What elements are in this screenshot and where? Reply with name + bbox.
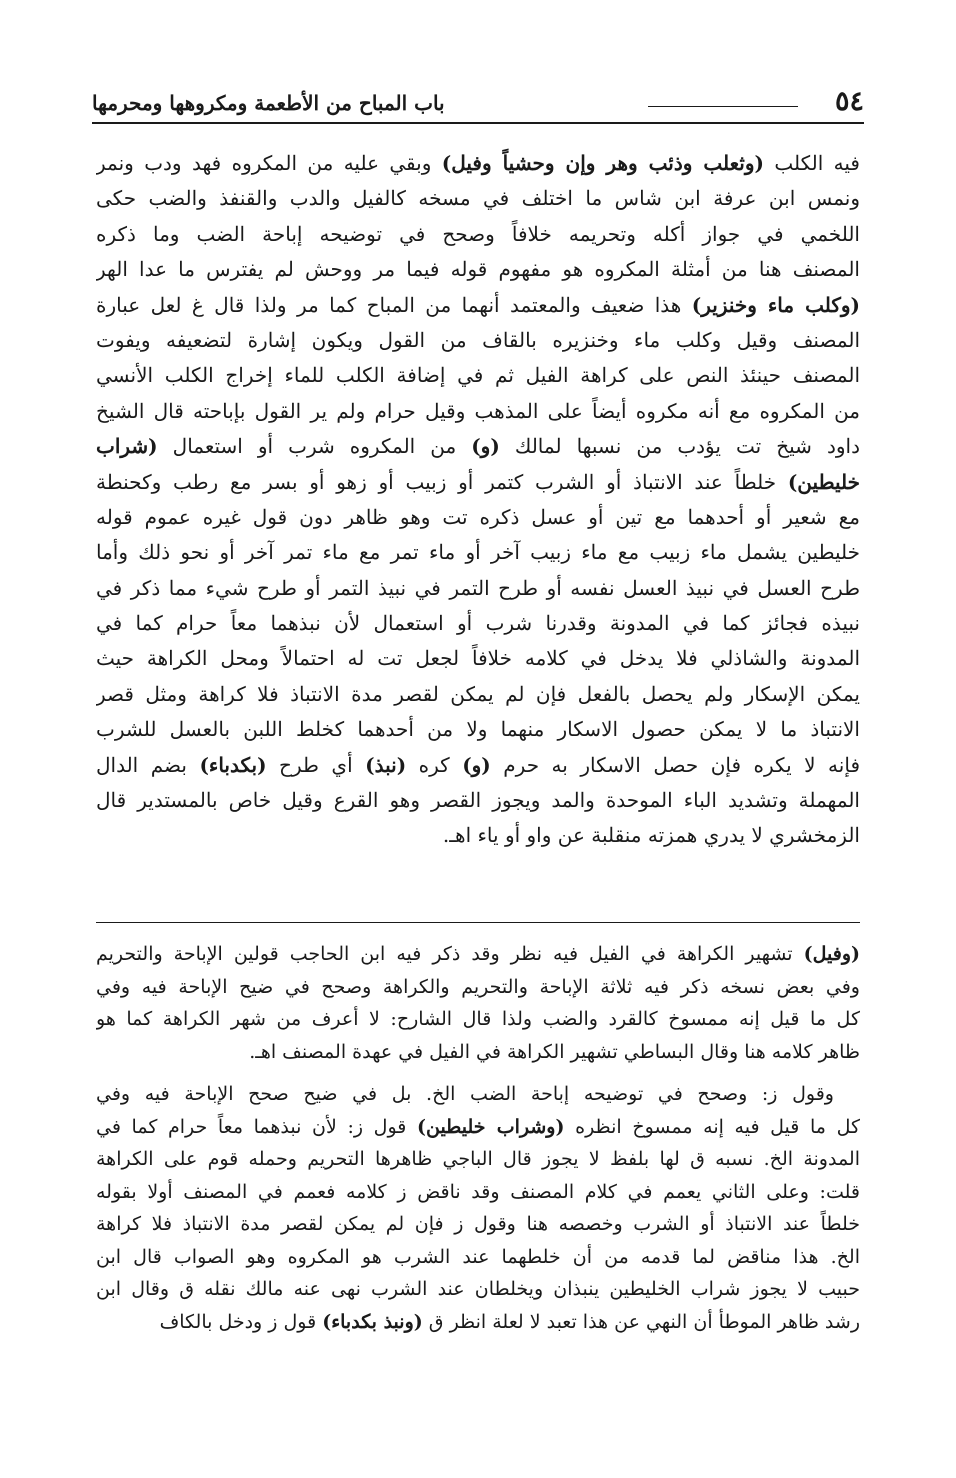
text-segment: حبيب لا يجوز شراب الخليطين ينبذان ويخلطان عند الشرب نهى عنه مالك نقله ق وقال ابن: [96, 1278, 860, 1300]
text-segment: الانتباذ ما لا يمكن حصول الاسكار منهما ولا من أحدهما كخلط اللبن بالعسل للشرب: [96, 717, 860, 742]
lemma-text: (وكلب ماء وخنزير): [691, 292, 860, 317]
text-segment: نبيذه فجائز كما في المدونة وقدرنا شرب أو استعمال لأن نبذهما معاً حرام كما في: [96, 611, 860, 636]
notes-section: [96, 938, 860, 1338]
text-segment: يمكن الإسكار ولم يحصل بالفعل فإن لم يمكن لقصر مدة الانتباذ فلا كراهة ومثل قصر: [96, 681, 860, 706]
text-line: [96, 641, 860, 676]
text-line: [96, 500, 860, 535]
text-line: [96, 146, 860, 181]
text-segment: رشد ظاهر الموطأ أن النهي عن هذا تعبد لا لعلة انظر ق: [422, 1310, 860, 1333]
text-segment: الخ. هذا مناقض لما قدمه من أن خلطهما عند الشرب هو المكروه وهو الصواب قال ابن: [96, 1245, 860, 1268]
text-segment: طرح العسل في نبيذ العسل نفسه أو طرح التمر في نبيذ التمر أو طرح شيء مما ذكر في: [96, 575, 860, 600]
text-segment: وبقي عليه من المكروه فهد ودب ونمر: [96, 151, 442, 175]
text-line: [96, 429, 860, 464]
text-line: [96, 1208, 860, 1241]
text-line: [96, 252, 860, 287]
text-line: [96, 1003, 860, 1036]
text-line: [96, 971, 860, 1004]
text-segment: مع شعير أو أحدهما مع تين أو عسل ذكره تت وهو ظاهر دون قول غيره عموم قوله: [96, 504, 860, 529]
lemma-text: (وفيل): [803, 943, 860, 965]
text-segment: قول ز: لأن نبذهما معاً حرام كما في: [96, 1115, 417, 1138]
text-line: [96, 358, 860, 393]
running-header: [92, 82, 864, 124]
text-line: [96, 818, 860, 853]
text-segment: المصنف حينئذ النص على كراهة الفيل ثم في إضافة الكلب للماء إخراج الكلب الأنسي: [96, 363, 860, 388]
text-segment: بضم الدال: [96, 752, 200, 777]
text-line: [96, 1176, 860, 1209]
text-line: [96, 606, 860, 641]
text-segment: المصنف وقيل وكلب ماء وخنزيره بالقاف من القول ويكون إشارة لتضعيفه ويفوت: [96, 327, 860, 352]
text-line: [96, 217, 860, 252]
text-line: [96, 783, 860, 818]
paragraph-gap: [96, 1068, 860, 1078]
lemma-text: (شراب: [96, 434, 158, 459]
lemma-text: (بكدباء): [199, 752, 267, 777]
text-segment: اللخمي في جواز أكله وتحريمه خلافاً وصحح في توضيحه إباحة الضب وما ذكره: [96, 221, 860, 246]
text-segment: ظاهر كلامه هنا وقال البساطي تشهير الكراهة في الفيل في عهدة المصنف اهـ.: [249, 1040, 860, 1063]
text-segment: كره: [406, 752, 463, 777]
text-segment: المصنف هنا من أمثلة المكروه هو مفهوم قوله فيما مر ووحش لم يفترس ما عدا الهر: [96, 257, 860, 282]
text-segment: من المكروه مع أنه مكروه أيضاً على المذهب وقيل حرام ولم ير القول بإباحته قال الشيخ: [96, 398, 860, 423]
lemma-text: (وثعلب وذئب وهر وإن وحشياً وفيل): [441, 151, 764, 175]
footnote-separator: [96, 922, 860, 923]
text-line: [96, 181, 860, 216]
text-segment: وقول ز: وصحح في توضيحه إباحة الضب الخ. بل في ضيح صحح الإباحة فيه وفي: [96, 1083, 834, 1105]
text-segment: داود شيخ تت يؤدب من نسبها لمالك: [499, 434, 860, 459]
text-line: [96, 465, 860, 500]
text-segment: المهملة وتشديد الباء الموحدة والمد ويجوز القصر وهو القرع وقيل خاص بالمستدير قال: [96, 788, 860, 813]
text-line: [96, 535, 860, 570]
text-segment: قول ز ودخل بالكاف: [159, 1310, 323, 1333]
text-line: [96, 394, 860, 429]
text-line: [96, 748, 860, 783]
text-line: [96, 677, 860, 712]
text-line: [96, 1036, 860, 1069]
lemma-text: (وشراب خليطين): [417, 1115, 565, 1138]
text-line: [96, 288, 860, 323]
text-segment: ونمس ابن عرفة ابن شاس ما اختلف في مسخه كالفيل والدب والقنفذ والضب حكى: [96, 186, 860, 211]
note-paragraph: [96, 1078, 860, 1338]
text-line: [96, 1273, 860, 1306]
text-segment: فيه الكلب: [763, 151, 860, 175]
header-rule: [648, 106, 798, 107]
text-segment: الزمخشري لا يدري همزته منقلبة عن واو أو ياء اهـ.: [442, 823, 860, 848]
text-line: [96, 323, 860, 358]
text-segment: خلطاً عند الانتباذ أو الشرب كتمر أو زبيب أو زهو أو بسر مع رطب وكحنطة: [96, 469, 788, 494]
text-line: [96, 1241, 860, 1274]
text-line: [96, 571, 860, 606]
text-segment: المدونة الخ. نسبه ق لها بلفظ لا يجوز قال الباجي ظاهرها التحريم وحمله قوم على الكراهة: [96, 1148, 860, 1170]
note-paragraph: [96, 938, 860, 1068]
text-line: [96, 1111, 860, 1144]
text-segment: فإنه لا يكره فإن حصل الاسكار به حرم: [490, 752, 860, 777]
text-line: [96, 938, 860, 971]
text-line: [96, 1143, 860, 1176]
text-segment: خليطين يشمل ماء زبيب مع ماء زبيب آخر أو ماء تمر مع ماء تمر آخر أو نحو ذلك وأما: [96, 540, 860, 565]
lemma-text: (ونبذ بكدباء): [322, 1310, 423, 1333]
text-segment: أي طرح: [266, 752, 366, 777]
lemma-text: (نبذ): [365, 752, 407, 777]
lemma-text: (و): [471, 434, 500, 459]
text-segment: وفي بعض نسخه ذكر فيه ثلاثة الإباحة والتحريم والكراهة وصحح في ضيح الإباحة فيه وفي: [96, 975, 860, 998]
page-number: ٥٤: [834, 86, 864, 117]
text-segment: خلطاً عند الانتباذ أو الشرب وخصصه هنا وقول ز فإن لم يمكن لقصر مدة الانتباذ فلا كراهة: [96, 1213, 860, 1235]
text-segment: هذا ضعيف والمعتمد أنهما من المباح كما مر ولذا قال غ لعل عبارة: [96, 292, 692, 317]
text-line: [96, 712, 860, 747]
text-segment: من المكروه شرب أو استعمال: [157, 434, 472, 459]
text-segment: تشهير الكراهة في الفيل فيه نظر وقد ذكر فيه ابن الحاجب قولين الإباحة والتحريم: [96, 943, 804, 965]
text-segment: كل ما قيل إنه ممسوخ كالقرد والضب ولذا قال الشارح: لا أعرف من شهر الكراهة كما هو: [96, 1008, 860, 1030]
text-segment: المدونة والشاذلي فلا يدخل في كلامه خلافاً لجعل تت له احتمالاً ومحل الكراهة حيث: [96, 646, 860, 671]
main-text: [96, 146, 860, 854]
lemma-text: خليطين): [787, 469, 860, 494]
text-segment: كل ما قيل فيه إنه ممسوخ انظره: [564, 1115, 860, 1138]
text-segment: قلت: وعلى الثاني يعمم في كلام المصنف وقد ناقض ز كلامه فعمم في المصنف أولا بقوله: [96, 1180, 860, 1203]
running-title: باب المباح من الأطعمة ومكروهها ومحرمها: [92, 91, 445, 115]
text-line: [96, 1306, 860, 1339]
text-line: [96, 1078, 860, 1111]
lemma-text: (و): [462, 752, 491, 777]
